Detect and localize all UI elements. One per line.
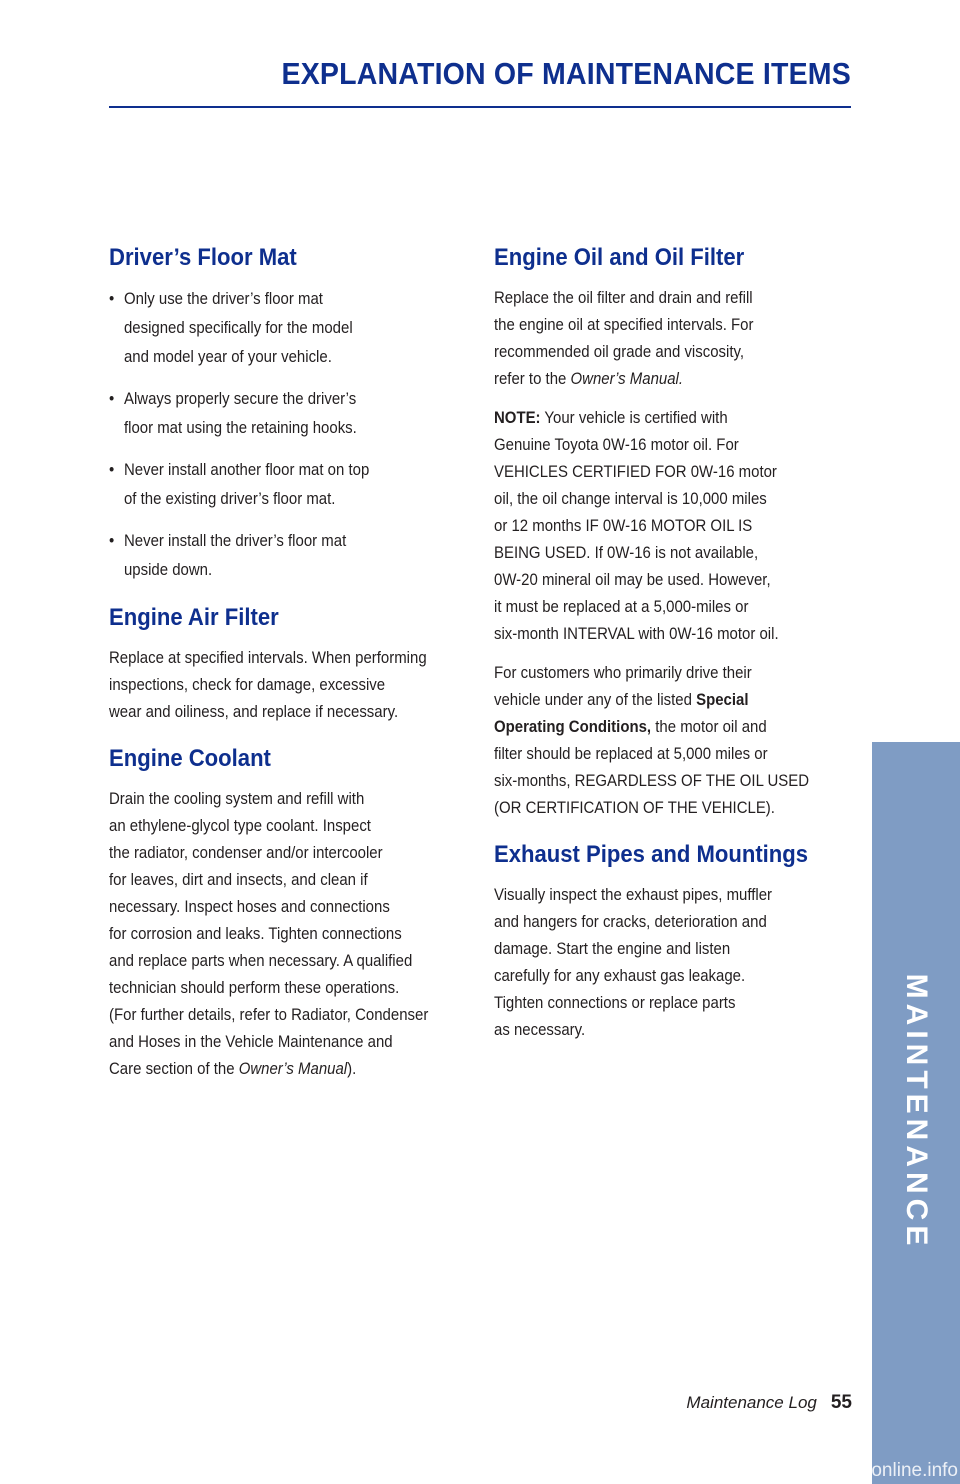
coolant-body-end: ). (347, 1059, 357, 1078)
left-column (109, 240, 469, 1098)
oil-heading: Engine Oil and Oil Filter (494, 244, 745, 271)
watermark: carmanualsonline.info (773, 1460, 958, 1481)
floor-mat-bullet: • Never install the driver’s floor mat upside down. (109, 526, 482, 584)
page-title: EXPLANATION OF MAINTENANCE ITEMS (281, 56, 851, 91)
floor-mat-bullet: • Always properly secure the driver’s floor mat using the retaining hooks. (109, 384, 482, 442)
oil-note (494, 404, 842, 647)
floor-mat-heading: Driver’s Floor Mat (109, 244, 297, 271)
exhaust-heading: Exhaust Pipes and Mountings (494, 841, 809, 868)
footer (686, 1392, 852, 1414)
right-column (494, 240, 844, 1059)
oil-para-intro (494, 284, 842, 392)
oil-special-end: the motor oil and filter should be replaced at 5,000 miles or six-months, REGARDLESS OF THE OIL USED (OR CERTIFICATION OF THE VEHICLE). (494, 717, 810, 817)
coolant-manual-reference: Owner’s Manual (238, 1059, 348, 1078)
oil-special-conditions (494, 659, 842, 821)
floor-mat-bullet: • Only use the driver’s floor mat designed specifically for the model and model year of your vehicle. (109, 284, 482, 371)
exhaust-section (494, 837, 844, 1043)
footer-label: Maintenance Log (686, 1393, 817, 1412)
oil-note-label: NOTE: (494, 408, 541, 427)
coolant-body-text: Drain the cooling system and refill with an ethylene-glycol type coolant. Inspect the radiator, condenser and/or intercooler for leaves, dirt and insects, and clean if necessary. Inspect hoses and connections for corrosion and leaks. Tighten connections and replace parts when necessary. A qualified technician should perform these operations. (For further details, refer to Radiator, Condenser and Hoses in the Vehicle Maintenance and Care section of the (109, 789, 429, 1078)
oil-manual-reference: Owner’s Manual. (570, 369, 684, 388)
page-number: 55 (830, 1392, 852, 1413)
exhaust-body: Visually inspect the exhaust pipes, muffler and hangers for cracks, deterioration and damage. Start the engine and listen carefully for any exhaust gas leakage. Tighten connections or replace parts as necessary. (494, 885, 773, 1039)
floor-mat-bullet: • Never install another floor mat on top of the existing driver’s floor mat. (109, 455, 482, 513)
air-filter-body: Replace at specified intervals. When performing inspections, check for damage, excessive wear and oiliness, and replace if necessary. (109, 648, 427, 721)
title-rule (109, 106, 851, 108)
side-tab-label: MAINTENANCE (900, 973, 933, 1251)
floor-mat-bullet-list (109, 284, 469, 584)
oil-intro-text: Replace the oil filter and drain and refill the engine oil at specified intervals. For recommended oil grade and viscosity, refer to the (494, 288, 754, 388)
oil-section (494, 240, 844, 821)
oil-note-text: Your vehicle is certified with Genuine Toyota 0W-16 motor oil. For VEHICLES CERTIFIED FOR 0W-16 motor oil, the oil change interval is 10,000 miles or 12 months IF 0W-16 MOTOR OIL IS BEING USED. If 0W-16 is not available, 0W-20 mineral oil may be used. However, it must be replaced at a 5,000-miles or six-month INTERVAL with 0W-16 motor oil. (494, 408, 779, 643)
oil-special-start: For customers who primarily drive their vehicle under any of the listed (494, 663, 752, 709)
floor-mat-section (109, 240, 469, 584)
coolant-body (109, 785, 467, 1082)
coolant-section (109, 741, 469, 1082)
oil-special-conditions-label: Special Operating Conditions, (494, 690, 749, 736)
air-filter-heading: Engine Air Filter (109, 604, 279, 631)
coolant-heading: Engine Coolant (109, 745, 271, 772)
air-filter-section (109, 600, 469, 725)
